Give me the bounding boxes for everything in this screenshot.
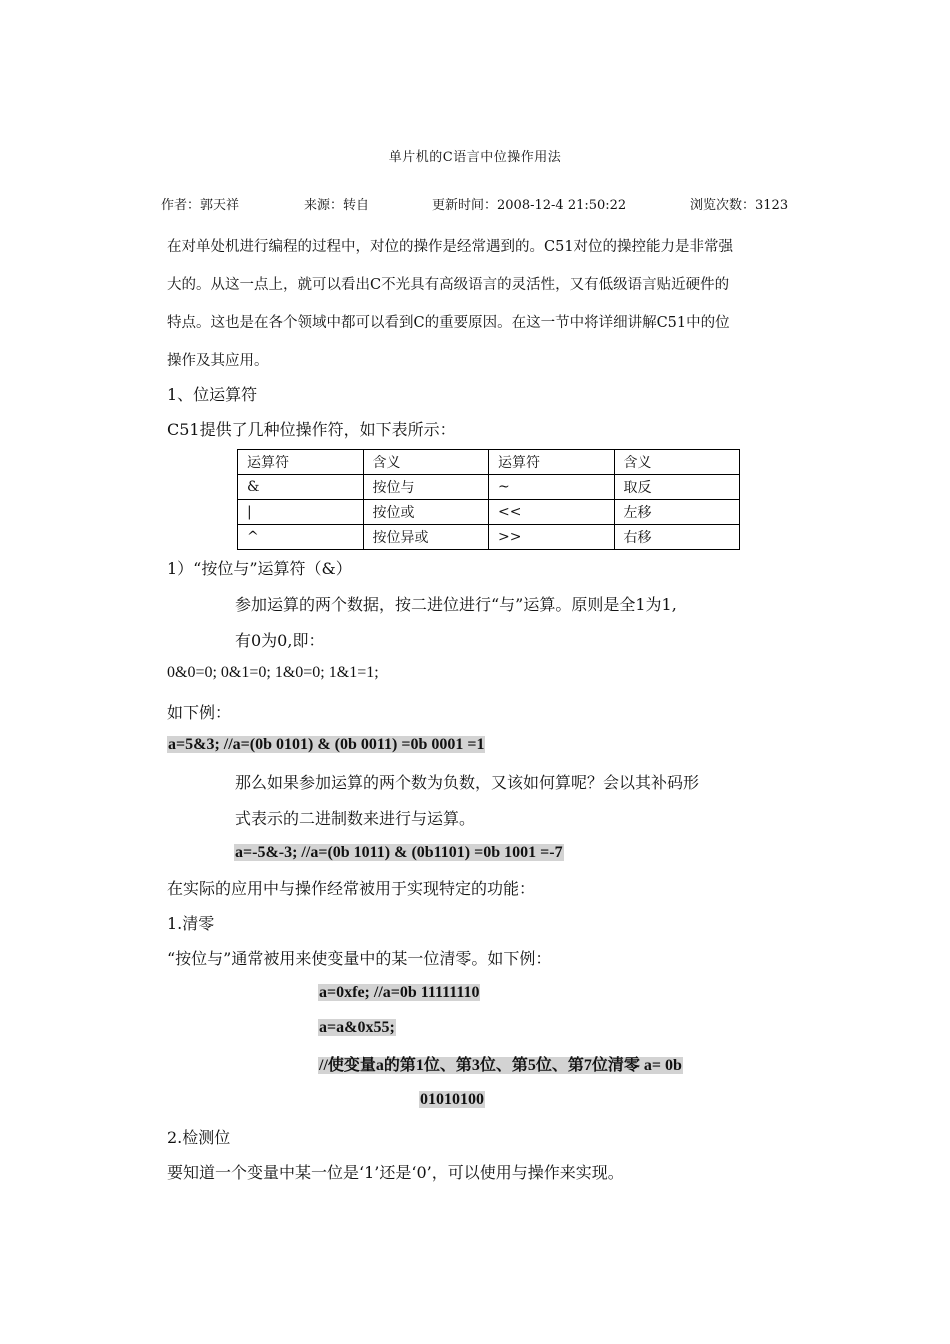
section-lead: C51提供了几种位操作符，如下表所示： [167, 420, 456, 439]
negative-desc-line-2: 式表示的二进制数来进行与运算。 [235, 809, 476, 828]
example-code-1 [167, 734, 485, 754]
example-label: 如下例： [167, 703, 232, 722]
example-code-1-text: a=5&3; //a=(0b 0101) & (0b 0011) =0b 0001 =1 [168, 736, 485, 753]
and-operator-heading: 1）“按位与”运算符（&） [167, 559, 352, 578]
table-header-cell: 含义 [363, 450, 489, 475]
detect-heading: 2.检测位 [167, 1128, 231, 1147]
meta-author: 作者：郭天祥 [161, 198, 240, 213]
table-cell: & [238, 475, 364, 500]
table-cell: >> [489, 525, 615, 550]
table-header-cell: 运算符 [238, 450, 364, 475]
table-cell: 按位或 [363, 500, 489, 525]
practice-line: 在实际的应用中与操作经常被用于实现特定的功能： [167, 879, 536, 898]
truth-table-line: 0&0=0; 0&1=0; 1&0=0; 1&1=1; [167, 664, 379, 681]
table-header-row [238, 450, 740, 475]
table-row [238, 525, 740, 550]
meta-views: 浏览次数：3123 [690, 198, 789, 213]
table-cell: << [489, 500, 615, 525]
clear-code-3-text: //使变量a的第1位、第3位、第5位、第7位清零 a= 0b [319, 1057, 682, 1074]
table-cell: ~ [489, 475, 615, 500]
table-cell: 右移 [614, 525, 740, 550]
section-heading-operators: 1、位运算符 [167, 385, 258, 404]
table-header-cell: 运算符 [489, 450, 615, 475]
example-code-2-text: a=-5&-3; //a=(0b 1011) & (0b1101) =0b 1001 =-7 [235, 844, 563, 861]
table-cell: 取反 [614, 475, 740, 500]
clear-code-2 [318, 1017, 396, 1037]
intro-line-3: 特点。这也是在各个领域中都可以看到C的重要原因。在这一节中将详细讲解C51中的位 [167, 315, 730, 331]
clear-desc: “按位与”通常被用来使变量中的某一位清零。如下例： [167, 949, 552, 968]
negative-desc-line-1: 那么如果参加运算的两个数为负数，又该如何算呢？会以其补码形 [235, 773, 700, 792]
table-cell: 按位异或 [363, 525, 489, 550]
table-row [238, 475, 740, 500]
table-header-cell: 含义 [614, 450, 740, 475]
clear-code-4 [419, 1089, 485, 1109]
table-cell: ^ [238, 525, 364, 550]
table-cell: 左移 [614, 500, 740, 525]
detect-desc: 要知道一个变量中某一位是‘1’还是‘0’，可以使用与操作来实现。 [167, 1163, 624, 1182]
meta-source: 来源：转自 [304, 198, 370, 213]
meta-updated: 更新时间：2008-12-4 21:50:22 [432, 198, 627, 213]
table-row [238, 500, 740, 525]
clear-code-1 [318, 982, 480, 1002]
table-cell: | [238, 500, 364, 525]
intro-line-4: 操作及其应用。 [167, 353, 269, 369]
clear-code-4-text: 01010100 [420, 1091, 484, 1108]
and-desc-line-1: 参加运算的两个数据，按二进位进行“与”运算。原则是全1为1, [235, 595, 677, 614]
intro-line-1: 在对单处机进行编程的过程中，对位的操作是经常遇到的。C51对位的操控能力是非常强 [167, 239, 734, 255]
clear-heading: 1.清零 [167, 914, 215, 933]
clear-code-2-text: a=a&0x55; [319, 1019, 395, 1036]
and-desc-line-2: 有0为0,即： [235, 631, 325, 650]
operator-table [237, 449, 740, 550]
example-code-2 [234, 842, 564, 862]
intro-line-2: 大的。从这一点上，就可以看出C不光具有高级语言的灵活性，又有低级语言贴近硬件的 [167, 277, 730, 293]
clear-code-3 [318, 1052, 683, 1075]
table-cell: 按位与 [363, 475, 489, 500]
page-title: 单片机的C语言中位操作用法 [388, 150, 562, 165]
clear-code-1-text: a=0xfe; //a=0b 11111110 [319, 984, 480, 1001]
